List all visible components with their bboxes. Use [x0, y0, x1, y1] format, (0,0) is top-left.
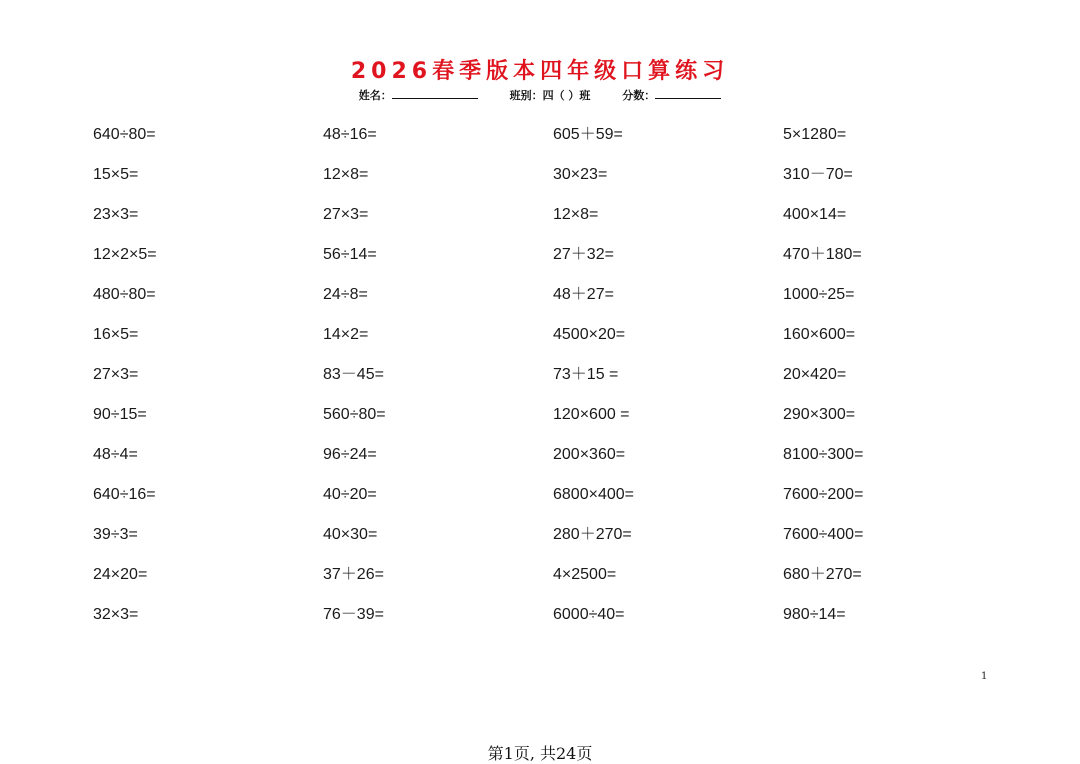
arithmetic-problem: 27×3= [93, 366, 139, 383]
arithmetic-problem: 280＋270= [553, 526, 632, 543]
arithmetic-problem: 48÷16= [323, 126, 377, 143]
arithmetic-problem: 56÷14= [323, 246, 377, 263]
score-field [622, 87, 721, 103]
arithmetic-problem: 4500×20= [553, 326, 626, 343]
arithmetic-problem: 6000÷40= [553, 606, 625, 623]
arithmetic-problem: 310－70= [783, 166, 853, 183]
arithmetic-problem: 96÷24= [323, 446, 377, 463]
arithmetic-problem: 120×600 = [553, 406, 630, 423]
class-field [510, 87, 591, 103]
arithmetic-problem: 27×3= [323, 206, 369, 223]
arithmetic-problem: 37＋26= [323, 566, 384, 583]
name-field [359, 87, 478, 103]
arithmetic-problem: 1000÷25= [783, 286, 855, 303]
arithmetic-problem: 48÷4= [93, 446, 138, 463]
arithmetic-problem: 200×360= [553, 446, 626, 463]
arithmetic-problem: 680＋270= [783, 566, 862, 583]
name-label: 姓名： [358, 89, 392, 102]
arithmetic-problem: 27＋32= [553, 246, 614, 263]
score-label: 分数： [622, 89, 656, 102]
page-footer: 第1页, 共24页 [487, 744, 593, 763]
arithmetic-problem: 24÷8= [323, 286, 368, 303]
arithmetic-problem: 470＋180= [783, 246, 862, 263]
score-blank-line [655, 88, 721, 99]
arithmetic-problem: 605＋59= [553, 126, 623, 143]
arithmetic-problem: 4×2500= [553, 566, 617, 583]
arithmetic-problem: 76－39= [323, 606, 384, 623]
arithmetic-problem: 640÷80= [93, 126, 156, 143]
arithmetic-problem: 7600÷200= [783, 486, 864, 503]
page-number: 1 [981, 671, 988, 682]
arithmetic-problem: 7600÷400= [783, 526, 864, 543]
name-blank-line [392, 88, 478, 99]
arithmetic-problem: 290×300= [783, 406, 856, 423]
arithmetic-problem: 32×3= [93, 606, 139, 623]
arithmetic-problem: 14×2= [323, 326, 369, 343]
arithmetic-problem: 16×5= [93, 326, 139, 343]
arithmetic-problem: 980÷14= [783, 606, 846, 623]
arithmetic-problem: 23×3= [93, 206, 139, 223]
arithmetic-problem: 12×8= [553, 206, 599, 223]
arithmetic-problem: 40÷20= [323, 486, 377, 503]
arithmetic-problem: 83－45= [323, 366, 384, 383]
arithmetic-problem: 5×1280= [783, 126, 847, 143]
page-title: 2026春季版本四年级口算练习 [350, 59, 730, 84]
arithmetic-problem: 560÷80= [323, 406, 386, 423]
problem-grid [93, 124, 1013, 644]
arithmetic-problem: 90÷15= [93, 406, 147, 423]
arithmetic-problem: 30×23= [553, 166, 608, 183]
arithmetic-problem: 12×2×5= [93, 246, 157, 263]
arithmetic-problem: 24×20= [93, 566, 148, 583]
arithmetic-problem: 400×14= [783, 206, 847, 223]
arithmetic-problem: 48＋27= [553, 286, 614, 303]
arithmetic-problem: 40×30= [323, 526, 378, 543]
arithmetic-problem: 12×8= [323, 166, 369, 183]
arithmetic-problem: 640÷16= [93, 486, 156, 503]
arithmetic-problem: 8100÷300= [783, 446, 864, 463]
arithmetic-problem: 73＋15 = [553, 366, 619, 383]
class-label: 班别：四（ ）班 [509, 89, 591, 102]
arithmetic-problem: 160×600= [783, 326, 856, 343]
arithmetic-problem: 15×5= [93, 166, 139, 183]
arithmetic-problem: 6800×400= [553, 486, 634, 503]
arithmetic-problem: 39÷3= [93, 526, 138, 543]
student-info-line [0, 87, 1080, 103]
arithmetic-problem: 480÷80= [93, 286, 156, 303]
arithmetic-problem: 20×420= [783, 366, 847, 383]
